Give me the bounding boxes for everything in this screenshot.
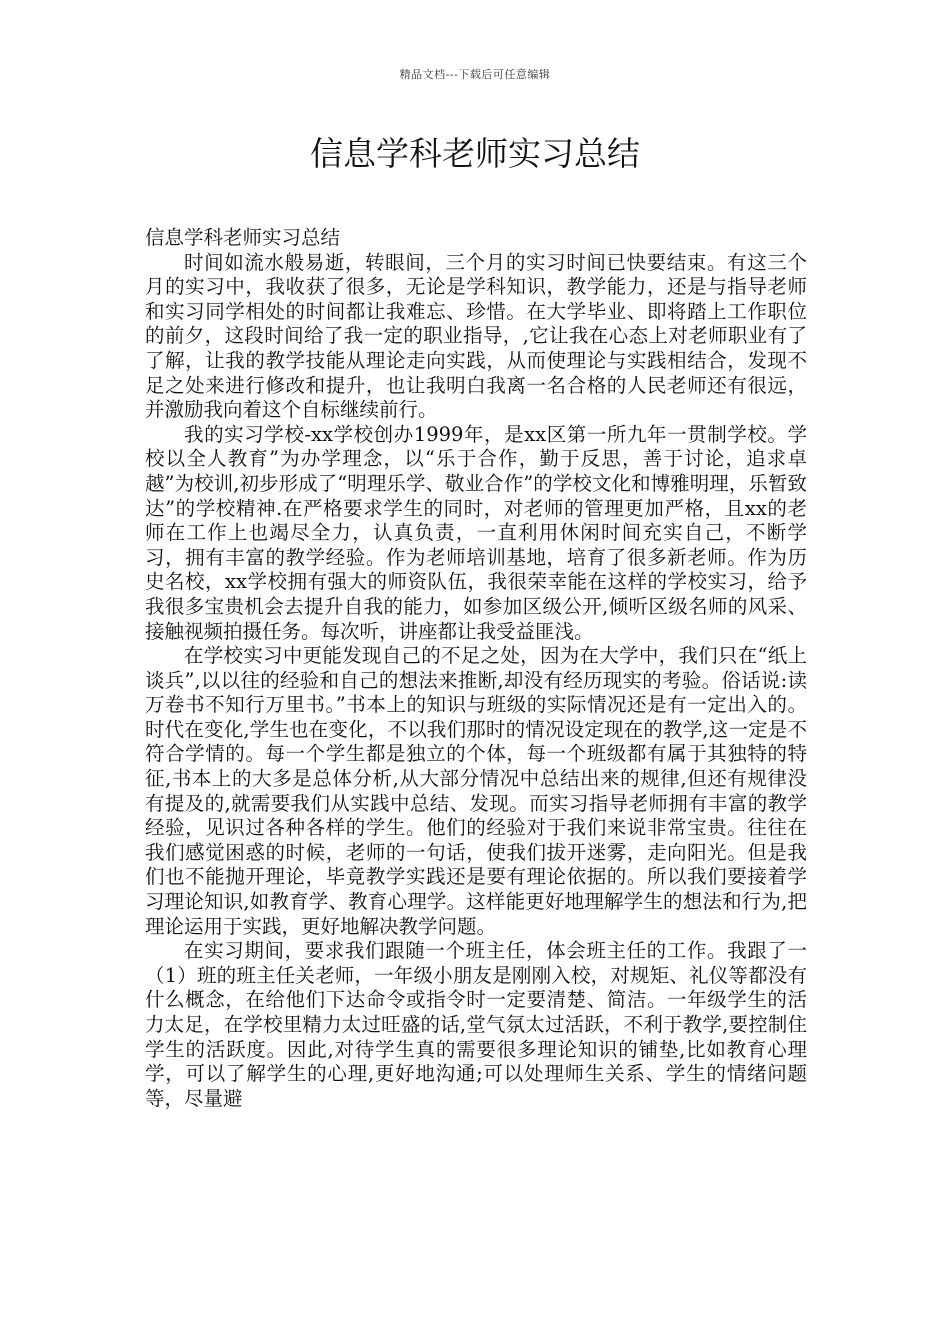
- document-title: 信息学科老师实习总结: [310, 134, 640, 173]
- paragraph-2: 我的实习学校-xx学校创办1999年，是xx区第一所九年一贯制学校。学校以全人教育”为办学理念，以“乐于合作，勤于反思，善于讨论，追求卓越”为校训,初步形成了“明理乐学、敬业合作”的学校文化和博雅明理，乐暂致达”的学校精神.在严格要求学生的同时，对老师的管理更加严格，且xx的老师在工作上也竭尽全力，认真负责，一直利用休闲时间充实自己，不断学习，拥有丰富的教学经验。作为老师培训基地，培育了很多新老师。作为历史名校，xx学校拥有强大的师资队伍，我很荣幸能在这样的学校实习，给予我很多宝贵机会去提升自我的能力，如参加区级公开,倾听区级名师的风采、接触视频拍摄任务。每次听，讲座都让我受益匪浅。: [145, 422, 807, 643]
- header-note: 精品文档---下载后可任意编辑: [399, 68, 551, 81]
- body-subtitle: 信息学科老师实习总结: [145, 226, 341, 249]
- paragraph-3: 在学校实习中更能发现自己的不足之处，因为在大学中，我们只在“纸上谈兵”,以以往的经验和自己的想法来推断,却没有经历现实的考验。俗话说:读万卷书不知行万里书。”书本上的知识与班级的实际情况还是有一定出入的。时代在变化,学生也在变化，不以我们那时的情况设定现在的教学,这一定是不符合学情的。每一个学生都是独立的个体，每一个班级都有属于其独特的特征,书本上的大多是总体分析,从大部分情况中总结出来的规律,但还有规律没有提及的,就需要我们从实践中总结、发现。而实习指导老师拥有丰富的教学经验，见识过各种各样的学生。他们的经验对于我们来说非常宝贵。往往在我们感觉困惑的时候，老师的一句话，使我们拔开迷雾，走向阳光。但是我们也不能抛开理论，毕竟教学实践还是要有理论依据的。所以我们要接着学习理论知识,如教育学、教育心理学。这样能更好地理解学生的想法和行为,把理论运用于实践，更好地解决教学问题。: [145, 644, 807, 938]
- document-body: [145, 226, 807, 1111]
- paragraph-1: 时间如流水般易逝，转眼间，三个月的实习时间已快要结束。有这三个月的实习中，我收获了很多，无论是学科知识，教学能力，还是与指导老师和实习同学相处的时间都让我难忘、珍惜。在大学毕业、即将踏上工作职位的前夕，这段时间给了我一定的职业指导，,它让我在心态上对老师职业有了了解，让我的教学技能从理论走向实践，从而使理论与实践相结合，发现不足之处来进行修改和提升，也让我明白我离一名合格的人民老师还有很远，并激励我向着这个自标继续前行。: [145, 250, 807, 422]
- paragraph-4: 在实习期间，要求我们跟随一个班主任，体会班主任的工作。我跟了一（1）班的班主任关老师，一年级小朋友是刚刚入校，对规矩、礼仪等都没有什么概念，在给他们下达命令或指令时一定要清楚、简洁。一年级学生的活力太足，在学校里精力太过旺盛的话,堂气氛太过活跃，不利于教学,要控制住学生的活跃度。因此,对待学生真的需要很多理论知识的铺垫,比如教育心理学，可以了解学生的心理,更好地沟通;可以处理师生关系、学生的情绪问题等，尽量避: [145, 939, 807, 1110]
